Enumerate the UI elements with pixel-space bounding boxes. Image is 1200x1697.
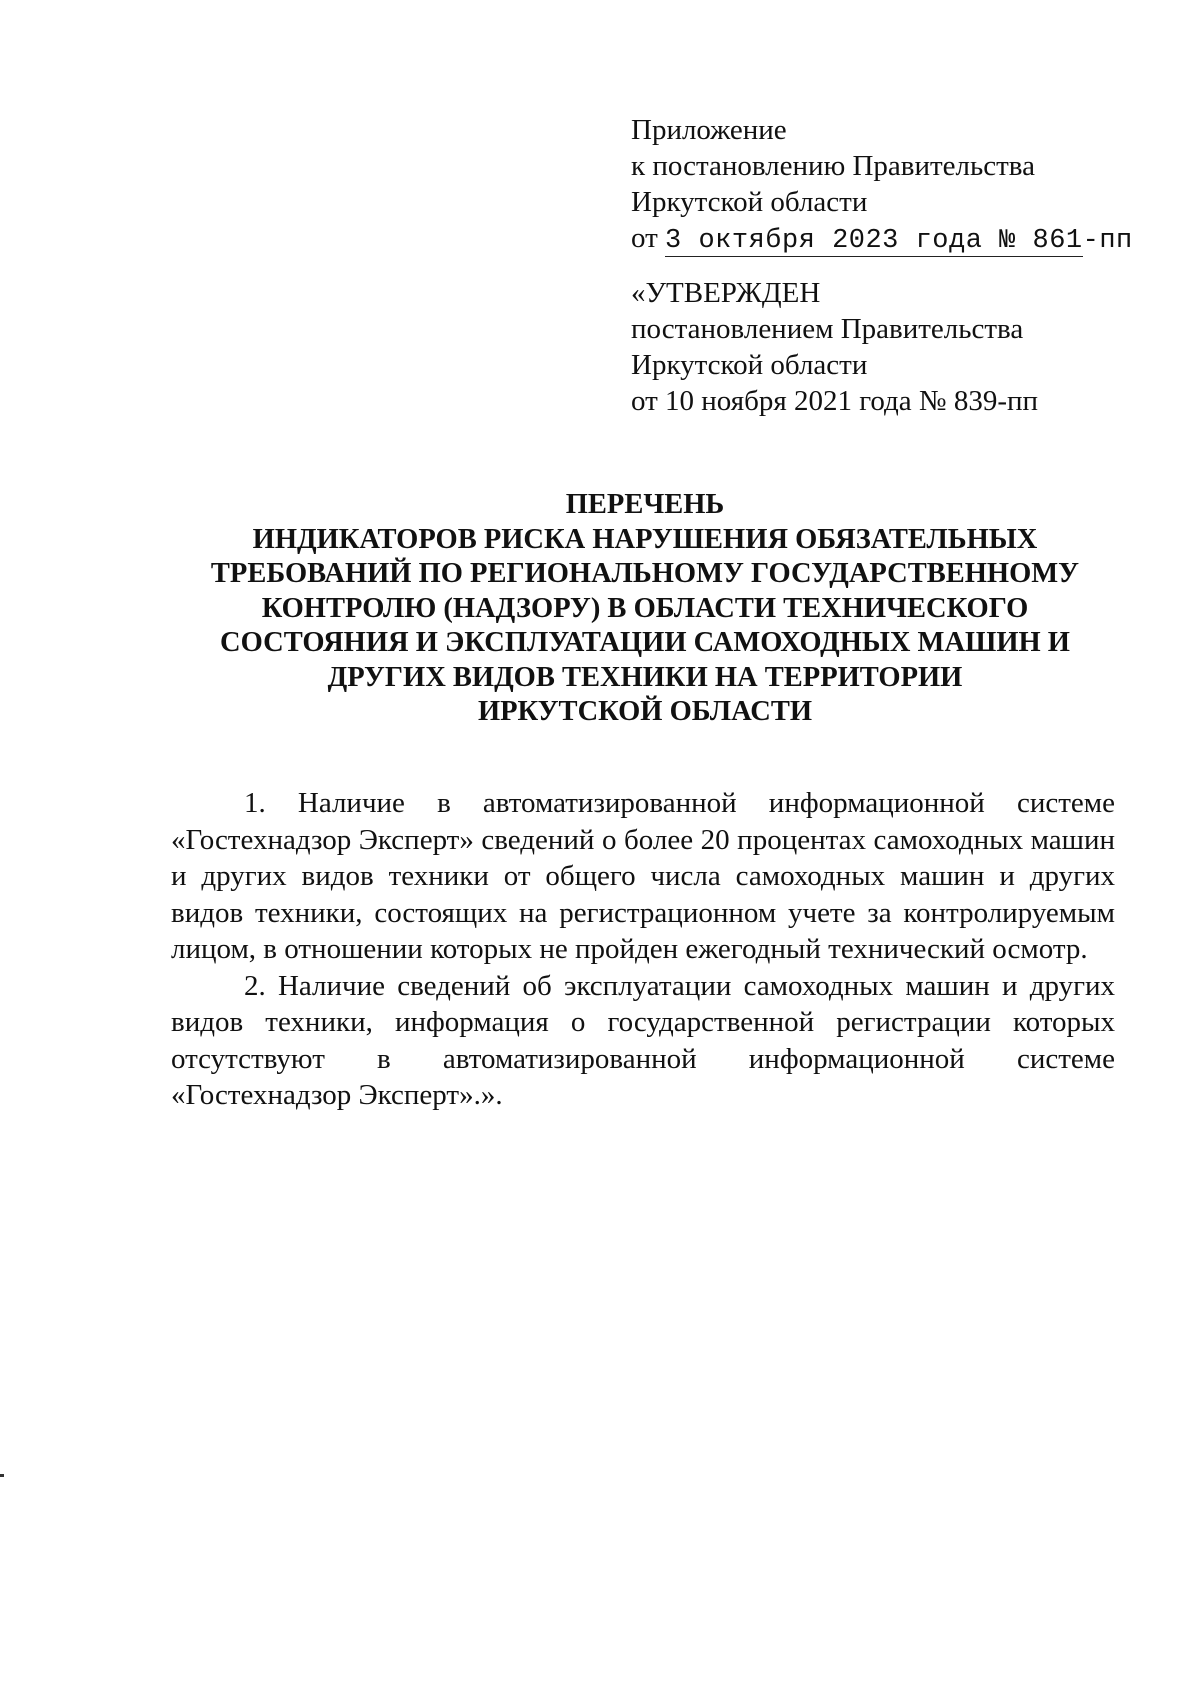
- appendix-label: Приложение: [631, 114, 787, 146]
- approved-date-line: от 10 ноября 2021 года № 839-пп: [631, 385, 1039, 417]
- title-line-1: ПЕРЕЧЕНЬ: [565, 489, 725, 520]
- list-item: 1. Наличие в автоматизированной информационной системе «Гостехнадзор Эксперт» сведений о более 20 процентах самоходных машин и других видов техники от общего числа самоходных машин и других видов техники, состоящих на регистрационном учете за контролируемым лицом, в отношении которых не пройден ежегодный технический осмотр.: [171, 787, 1115, 965]
- approved-region-line: Иркутской области: [631, 349, 868, 381]
- appendix-region-line: Иркутской области: [631, 186, 868, 218]
- appendix-resolution-line: к постановлению Правительства: [631, 150, 1035, 182]
- document-body: [171, 785, 1115, 1114]
- approved-label: «УТВЕРЖДЕН: [631, 277, 821, 309]
- appendix-date-line: [631, 220, 1133, 259]
- appendix-header: [631, 112, 1133, 259]
- list-item: 2. Наличие сведений об эксплуатации самоходных машин и других видов техники, информация о государственной регистрации которых отсутствуют в автоматизированной информационной системе «Гостехнадзор Эксперт».».: [171, 969, 1115, 1111]
- appendix-date-typed: 3 октября 2023 года № 861: [665, 226, 1083, 256]
- approved-resolution-line: постановлением Правительства: [631, 313, 1024, 345]
- title-line-5: СОСТОЯНИЯ И ЭКСПЛУАТАЦИИ САМОХОДНЫХ МАШИН И: [220, 627, 1070, 658]
- scan-artifact: [0, 1474, 4, 1477]
- document-title: [120, 488, 1170, 730]
- title-line-2: ИНДИКАТОРОВ РИСКА НАРУШЕНИЯ ОБЯЗАТЕЛЬНЫХ: [252, 523, 1038, 555]
- title-line-4: КОНТРОЛЮ (НАДЗОРУ) В ОБЛАСТИ ТЕХНИЧЕСКОГО: [261, 592, 1029, 624]
- appendix-date-suffix: -пп: [1082, 226, 1133, 256]
- title-line-6: ДРУГИХ ВИДОВ ТЕХНИКИ НА ТЕРРИТОРИИ: [327, 661, 963, 693]
- appendix-date-prefix: от: [631, 222, 666, 254]
- approved-header: [631, 275, 1111, 419]
- title-line-7: ИРКУТСКОЙ ОБЛАСТИ: [477, 696, 813, 727]
- title-line-3: ТРЕБОВАНИЙ ПО РЕГИОНАЛЬНОМУ ГОСУДАРСТВЕННОМУ: [210, 558, 1080, 589]
